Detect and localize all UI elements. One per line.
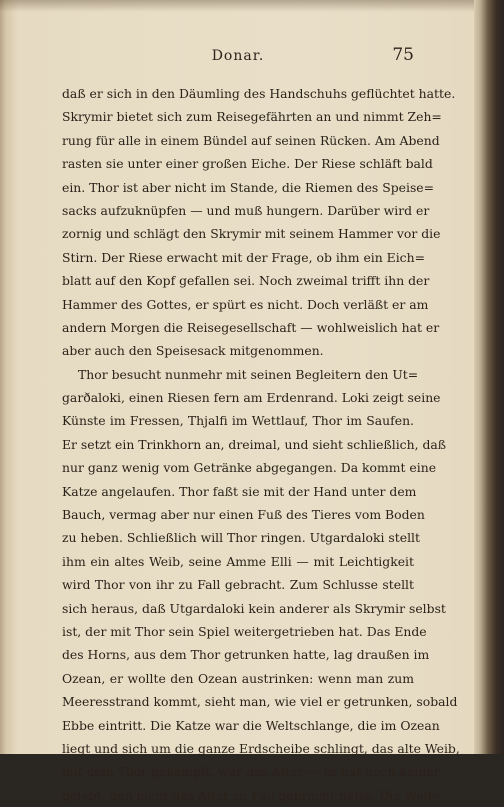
text-line: zornig und schlägt den Skrymir mit seinem Hammer vor die	[62, 226, 441, 242]
text-line: Katze angelaufen. Thor faßt sie mit der Hand unter dem	[62, 483, 417, 499]
text-line: Meeresstrand kommt, sieht man, wie viel er getrunken, sobald	[62, 694, 458, 710]
text-line: Stirn. Der Riese erwacht mit der Frage, ob ihm ein Eich=	[62, 249, 425, 265]
text-line: andern Morgen die Reisegesellschaft — wohlweislich hat er	[62, 319, 440, 335]
text-line: Skrymir bietet sich zum Reisegefährten an und nimmt Zeh=	[62, 109, 442, 125]
book-edge	[474, 0, 504, 754]
text-line: des Horns, aus dem Thor getrunken hatte, lag draußen im	[62, 647, 430, 663]
running-head: Donar.	[211, 48, 265, 64]
text-line: gelebt, den nicht das Alter zu Fall gebracht hätte. Die Welt=	[62, 787, 443, 803]
text-line: rasten sie unter einer großen Eiche. Der Riese schläft bald	[62, 156, 433, 172]
text-line: daß er sich in den Däumling des Handschuhs geflüchtet hatte.	[62, 86, 456, 101]
text-line: Künste im Fressen, Thjalfi im Wettlauf, Thor im Saufen.	[62, 413, 414, 429]
text-line: Hammer des Gottes, er spürt es nicht. Doch verläßt er am	[62, 296, 429, 312]
text-line: blatt auf den Kopf gefallen sei. Noch zweimal trifft ihn der	[62, 273, 430, 289]
text-line: ein. Thor ist aber nicht im Stande, die Riemen des Speise=	[62, 179, 435, 195]
text-line: Ebbe eintritt. Die Katze war die Weltschlange, die im Ozean	[62, 717, 440, 733]
text-line: mit dem Thor gekämpft, war das Alter — es hat noch keiner	[62, 764, 440, 780]
text-line: Er setzt ein Trinkhorn an, dreimal, und sieht schließlich, daß	[62, 436, 447, 452]
page-top-shadow	[0, 0, 504, 12]
text-line: rung für alle in einem Bündel auf seinen Rücken. Am Abend	[62, 132, 440, 148]
text-line: wird Thor von ihr zu Fall gebracht. Zum Schlusse stellt	[62, 577, 414, 593]
text-line: Ozean, er wollte den Ozean austrinken: wenn man zum	[62, 670, 414, 686]
page-header	[62, 45, 414, 70]
text-line: Bauch, vermag aber nur einen Fuß des Tieres vom Boden	[62, 507, 425, 523]
text-line: Thor besucht nunmehr mit seinen Begleitern den Ut=	[78, 366, 419, 382]
text-line: ist, der mit Thor sein Spiel weitergetrieben hat. Das Ende	[62, 623, 427, 639]
text-line: nur ganz wenig vom Getränke abgegangen. Da kommt eine	[62, 460, 437, 476]
text-line: aber auch den Speisesack mitgenommen.	[62, 343, 324, 359]
body-text	[62, 82, 460, 807]
text-line: sich heraus, daß Utgardaloki kein anderer als Skrymir selbst	[62, 600, 446, 616]
text-line: ihm ein altes Weib, seine Amme Elli — mit Leichtigkeit	[62, 553, 414, 569]
text-line: sacks aufzuknüpfen — und muß hungern. Darüber wird er	[62, 202, 430, 218]
text-line: zu heben. Schließlich will Thor ringen. Utgardaloki stellt	[62, 530, 420, 546]
page-number: 75	[392, 45, 414, 65]
text-line: liegt und sich um die ganze Erdscheibe schlingt, das alte Weib,	[62, 740, 460, 756]
text-line: garðaloki, einen Riesen fern am Erdenrand. Loki zeigt seine	[62, 390, 441, 406]
